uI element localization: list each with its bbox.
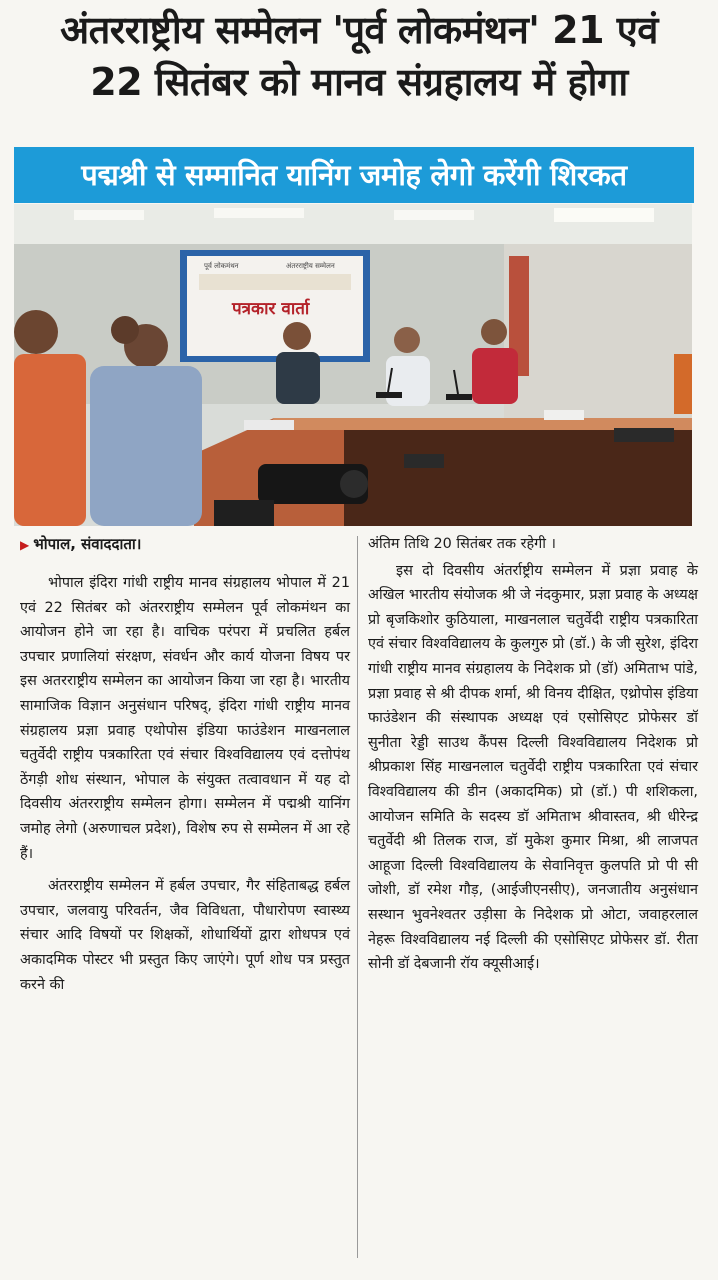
screen-banner: पत्रकार वार्ता — [232, 299, 310, 319]
headline-line-1: अंतरराष्ट्रीय सम्मेलन 'पूर्व लोकमंथन' 21 एवं — [60, 8, 658, 52]
press-conference-photo — [14, 204, 692, 526]
article-paragraph-2: अंतरराष्ट्रीय सम्मेलन में हर्बल उपचार, गैर संहिताबद्ध हर्बल उपचार, जलवायु परिवर्तन, जैव विविधता, पौधारोपण स्वास्थ्य संचार आदि विषयों पर शिक्षकों, शोधार्थियों द्वारा शोधपत्र एवं अकादमिक पोस्टर भी प्रस्तुत किए जाएंगे। पूर्ण शोध पत्र प्रस्तुत करने की — [20, 878, 350, 993]
dateline-marker-icon: ▶ — [20, 538, 30, 552]
headline — [0, 0, 718, 108]
column-divider — [357, 536, 358, 1258]
photo-illustration — [14, 204, 692, 526]
dateline-text: भोपाल, संवाददाता। — [33, 535, 142, 553]
screen-top-left: पूर्व लोकमंथन — [204, 262, 239, 270]
article-paragraph-1: भोपाल इंदिरा गांधी राष्ट्रीय मानव संग्रहालय भोपाल में 21 एवं 22 सितंबर को अंतरराष्ट्रीय सम्मेलन पूर्व लोकमंथन का आयोजन होने जा रहा है। वाचिक परंपरा में प्रचलित हर्बल उपचार प्रणालियां संरक्षण, संवर्धन और कार्य योजना विषय पर इस अतरराष्ट्रीय सम्मेलन का आयोजन किया जा रहा है। भारतीय सामाजिक विज्ञान अनुसंधान परिषद्, इंदिरा गांधी राष्ट्रीय मानव संग्रहालय प्रज्ञा प्रवाह एथोपोस इंडिया फाउंडेशन माखनलाल चतुर्वेदी राष्ट्रीय पत्रकारिता एवं संचार विश्वविद्यालय एवं दत्तोपंथ ठेंगड़ी शोध संस्थान, भोपाल के संयुक्त तत्वावधान में यह दो दिवसीय अंतरराष्ट्रीय सम्मेलन होगा। सम्मेलन में पद्मश्री यानिंग जमोह लेगो (अरुणाचल प्रदेश), विशेष रुप से सम्मेलन में आ रहे हैं। — [20, 575, 350, 862]
article-continuation: अंतिम तिथि 20 सितंबर तक रहेगी । — [368, 536, 556, 552]
article-body — [14, 532, 696, 1272]
article-column-left — [20, 532, 350, 1005]
article-paragraph-3: इस दो दिवसीय अंतर्राष्ट्रीय सम्मेलन में प्रज्ञा प्रवाह के अखिल भारतीय संयोजक श्री जे नंदकुमार, प्रज्ञा प्रवाह के अध्यक्ष प्रो बृजकिशोर कुठियाला, माखनलाल चतुर्वेदी राष्ट्रीय पत्रकारिता एवं संचार विश्वविद्यालय के कुलगुरु प्रो (डॉ.) के जी सुरेश, इंदिरा गांधी राष्ट्रीय मानव संग्रहालय के निदेशक प्रो (डॉ) अमिताभ पांडे, प्रज्ञा प्रवाह से श्री दीपक शर्मा, श्री विनय दीक्षित, एथ्रोपोस इंडिया फाउंडेशन की संस्थापक अध्यक्ष एवं एसोसिएट प्रोफेसर डॉ सुनीता रेड्डी साउथ कैंपस दिल्ली विश्वविद्यालय निदेशक प्रो श्रीप्रकाश सिंह माखनलाल चतुर्वेदी राष्ट्रीय पत्रकारिता एवं संचार विश्वविद्यालय की डीन (अकादमिक) प्रो (डॉ.) पी शशिकला, आयोजन समिति के सदस्य डॉ अमिताभ श्रीवास्तव, श्री धीरेन्द्र चतुर्वेदी श्री तिलक राज, डॉ मुकेश कुमार मिश्रा, श्री लाजपत आहूजा दिल्ली विश्वविद्यालय के सेवानिवृत्त कुलपति प्रो पी सी जोशी, डॉ रमेश गौड़, (आईजीएनसीए), जनजातीय अनुसंधान सस्थान भुवनेश्वतर उड़ीसा के निदेशक प्रो ओटा, जवाहरलाल नेहरू विश्वविद्यालय नई दिल्ली की एसोसिएट प्रोफेसर डॉ. रीता सोनी डॉ देबजानी रॉय क्यूसीआई। — [368, 562, 698, 973]
article-column-right — [368, 532, 698, 985]
dateline — [20, 532, 350, 557]
subheadline-band: पद्मश्री से सम्मानित यानिंग जमोह लेगो करेंगी शिरकत — [14, 147, 694, 203]
screen-top-right: अंतरराष्ट्रीय सम्मेलन — [286, 262, 335, 270]
headline-line-2: 22 सितंबर को मानव संग्रहालय में होगा — [90, 60, 628, 104]
